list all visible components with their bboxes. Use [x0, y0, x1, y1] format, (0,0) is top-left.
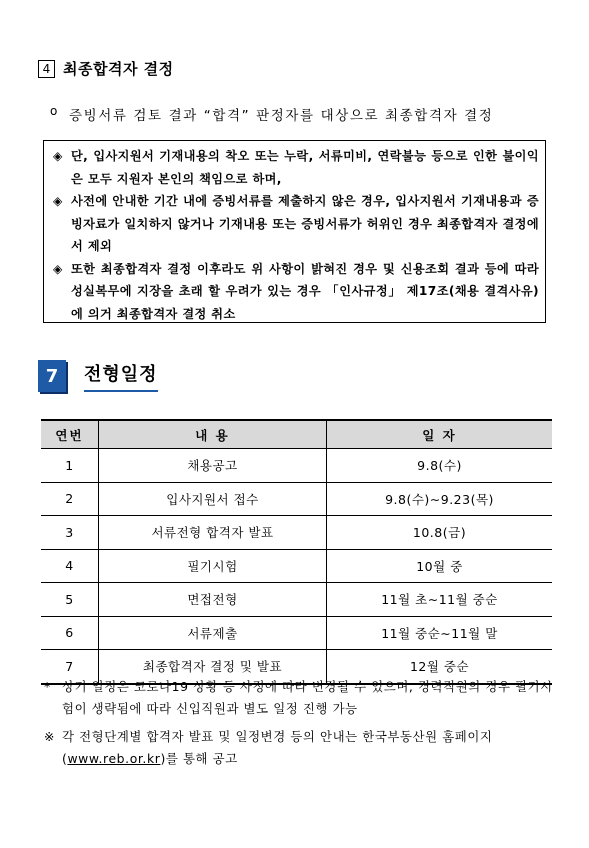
cell-number: 5 — [41, 583, 99, 617]
cell-date: 10.8(금) — [327, 516, 553, 550]
table-row — [41, 516, 552, 550]
cell-number: 2 — [41, 482, 99, 516]
section-number-badge: 7 — [38, 360, 66, 392]
cell-date: 11월 중순∼11월 말 — [327, 616, 553, 650]
footnote-announcement — [44, 726, 554, 770]
cell-content: 최종합격자 결정 및 발표 — [99, 650, 327, 684]
cell-content: 서류전형 합격자 발표 — [99, 516, 327, 550]
notice-item — [53, 145, 539, 190]
footnote-text-wrap — [62, 726, 554, 770]
table-row — [41, 549, 552, 583]
section-4-heading — [38, 58, 174, 79]
header-number: 연번 — [41, 420, 99, 449]
bullet-marker: o — [50, 104, 59, 118]
notice-box — [43, 140, 546, 323]
cell-content: 채용공고 — [99, 449, 327, 483]
schedule-table — [41, 419, 552, 685]
notice-item — [53, 258, 539, 326]
header-content: 내 용 — [99, 420, 327, 449]
cell-date: 9.8(수)∼9.23(목) — [327, 482, 553, 516]
cell-date: 10월 중 — [327, 549, 553, 583]
table-header-row — [41, 420, 552, 449]
notice-text: 단, 입사지원서 기재내용의 착오 또는 누락, 서류미비, 연락불능 등으로 인한 불이익은 모두 지원자 본인의 책임으로 하며, — [71, 149, 539, 186]
section-number-box: 4 — [38, 60, 55, 78]
section-title: 전형일정 — [84, 360, 158, 392]
bullet-text: 증빙서류 검토 결과 “합격” 판정자를 대상으로 최종합격자 결정 — [68, 108, 494, 124]
notice-text: 사전에 안내한 기간 내에 증빙서류를 제출하지 않은 경우, 입사지원서 기재내용과 증빙자료가 일치하지 않거나 기재내용 또는 증빙서류가 허위인 경우 최종합격자 결정에서 제외 — [71, 194, 539, 253]
cell-content: 필기시험 — [99, 549, 327, 583]
cell-content: 서류제출 — [99, 616, 327, 650]
notice-text: 또한 최종합격자 결정 이후라도 위 사항이 밝혀진 경우 및 신용조회 결과 등에 따라 성실복무에 지장을 초래 할 우려가 있는 경우 「인사규정」 제17조(채용 결격사유)에 의거 최종합격자 결정 취소 — [71, 261, 539, 321]
cell-content: 면접전형 — [99, 583, 327, 617]
homepage-link[interactable]: www.reb.or.kr — [67, 751, 161, 766]
cell-content: 입사지원서 접수 — [99, 482, 327, 516]
diamond-icon: ◈ — [53, 194, 63, 208]
table-row — [41, 482, 552, 516]
header-date: 일 자 — [327, 420, 553, 449]
diamond-icon: ◈ — [53, 261, 63, 276]
diamond-icon: ◈ — [53, 149, 63, 163]
cell-number: 4 — [41, 549, 99, 583]
cell-number: 3 — [41, 516, 99, 550]
footnote-text-end: )를 통해 공고 — [160, 751, 238, 766]
cell-date: 11월 초∼11월 중순 — [327, 583, 553, 617]
table-row — [41, 449, 552, 483]
notice-item — [53, 190, 539, 258]
cell-date: 12월 중순 — [327, 650, 553, 684]
footnote-text: 상기 일정은 코로나19 상황 등 사정에 따라 변경될 수 있으며, 경력직원의 경우 필기시험이 생략됨에 따라 신입직원과 별도 일정 진행 가능 — [62, 679, 553, 716]
table-row — [41, 583, 552, 617]
bullet-line — [50, 104, 493, 124]
table-row — [41, 616, 552, 650]
cell-number: 6 — [41, 616, 99, 650]
section-7-heading — [38, 360, 158, 392]
reference-marker: ※ — [44, 729, 55, 744]
footnote-schedule-change — [44, 676, 554, 720]
cell-number: 7 — [41, 650, 99, 684]
cell-date: 9.8(수) — [327, 449, 553, 483]
footnote-text: 각 전형단계별 합격자 발표 및 일정변경 등의 안내는 한국부동산원 홈페이지 ( — [62, 729, 493, 766]
asterisk-marker: * — [44, 679, 51, 694]
section-title: 최종합격자 결정 — [63, 60, 174, 78]
cell-number: 1 — [41, 449, 99, 483]
